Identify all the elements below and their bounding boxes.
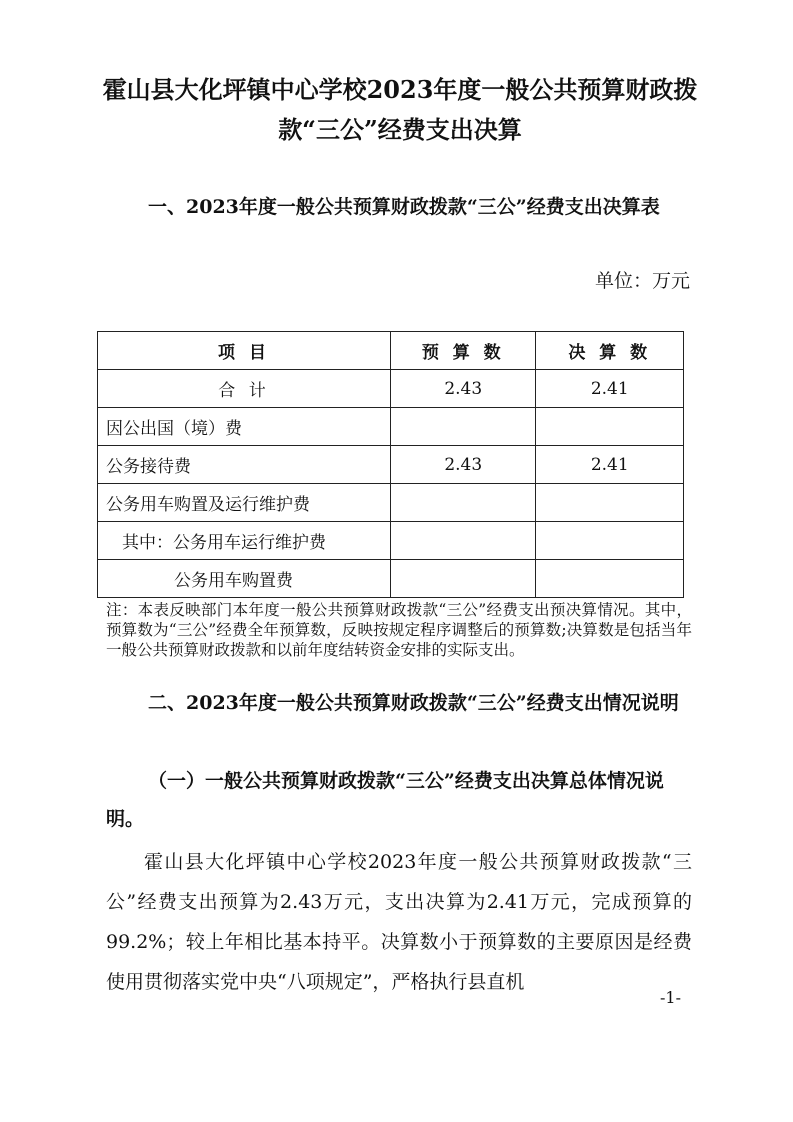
row-final [536,522,684,560]
row-final: 2.41 [536,446,684,484]
row-budget [391,560,536,598]
table-row [98,446,684,484]
row-total-final: 2.41 [536,370,684,408]
row-item: 公务接待费 [98,446,391,484]
row-final [536,408,684,446]
row-item: 公务用车购置费 [98,560,391,598]
subsection1-heading: （一）一般公共预算财政拨款“三公”经费支出决算总体情况说明。 [106,770,664,830]
row-item: 因公出国（境）费 [98,408,391,446]
body-paragraph: 霍山县大化坪镇中心学校2023年度一般公共预算财政拨款“三公”经费支出预算为2.43万元，支出决算为2.41万元，完成预算的99.2%；较上年相比基本持平。决算数小于预算数的主要原因是经费使用贯彻落实党中央“八项规定”，严格执行县直机 [106,851,692,993]
row-budget [391,522,536,560]
row-budget [391,484,536,522]
header-final: 决 算 数 [536,332,684,370]
row-budget [391,408,536,446]
page-number: -1- [660,988,681,1007]
section1-heading: 一、2023年度一般公共预算财政拨款“三公”经费支出决算表 [148,196,660,218]
table-row [98,408,684,446]
table-row [98,522,684,560]
document-title-line1: 霍山县大化坪镇中心学校2023年度一般公共预算财政拨 [102,75,698,104]
unit-label: 单位：万元 [594,270,690,292]
row-budget: 2.43 [391,446,536,484]
row-item: 公务用车购置及运行维护费 [98,484,391,522]
row-item: 其中：公务用车运行维护费 [98,522,391,560]
row-total-budget: 2.43 [391,370,536,408]
table-row [98,484,684,522]
three-public-expenses-table [97,331,684,598]
document-title-line2: 款“三公”经费支出决算 [278,115,522,144]
table-row-total [98,370,684,408]
table-row [98,560,684,598]
section2-heading: 二、2023年度一般公共预算财政拨款“三公”经费支出情况说明 [148,692,679,714]
row-final [536,484,684,522]
header-budget: 预 算 数 [391,332,536,370]
header-item: 项 目 [98,332,391,370]
row-total-item: 合 计 [98,370,391,408]
row-final [536,560,684,598]
table-header-row [98,332,684,370]
table-note: 注：本表反映部门本年度一般公共预算财政拨款“三公”经费支出预决算情况。其中，预算数为“三公”经费全年预算数，反映按规定程序调整后的预算数;决算数是包括当年一般公共预算财政拨款和以前年度结转资金安排的实际支出。 [106,601,692,659]
